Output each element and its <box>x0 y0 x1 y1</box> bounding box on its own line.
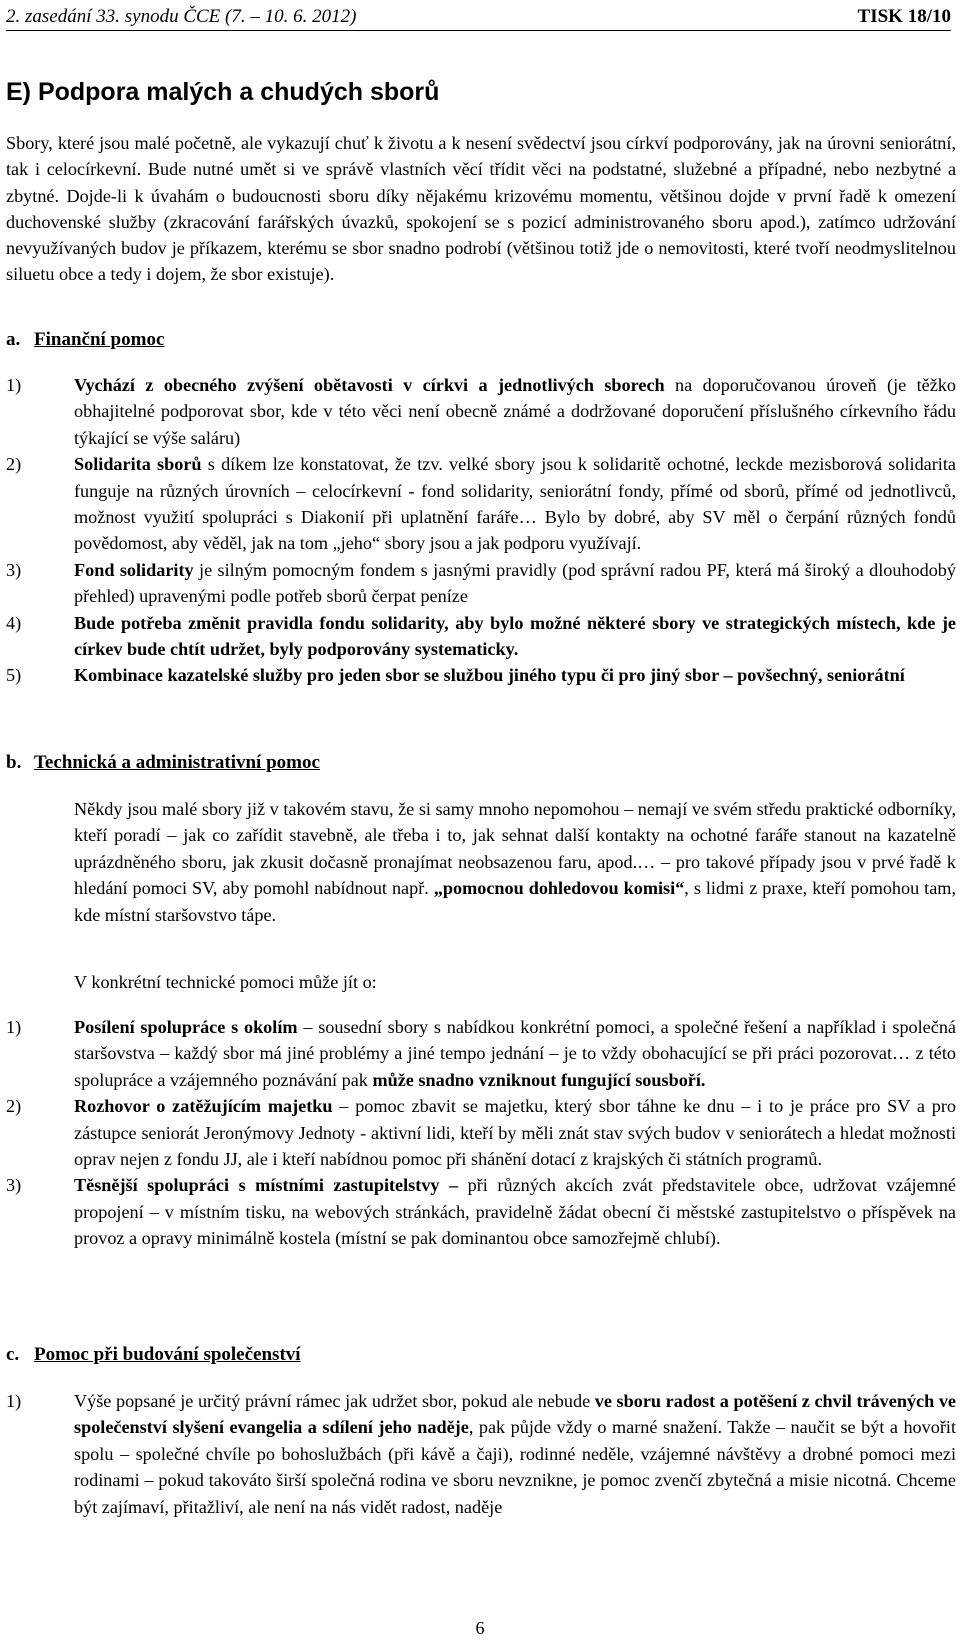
item-number: 3) <box>6 1175 22 1196</box>
list-item <box>6 1172 956 1251</box>
section-b-heading <box>6 750 320 776</box>
header-print-number: TISK 18/10 <box>857 6 951 27</box>
section-a-list <box>6 372 956 689</box>
item-text: Výše popsané je určitý právní rámec jak udržet sbor, pokud ale nebude <box>74 1391 595 1411</box>
section-b-letter: b. <box>6 752 22 773</box>
section-b-title: Technická a administrativní pomoc <box>34 752 320 773</box>
section-c-heading <box>6 1342 301 1368</box>
page-number: 6 <box>475 1618 485 1638</box>
item-text: je silným pomocným fondem s jasnými pravidly (pod správní radou PF, která má široký a dlouhodobý přehled) upravenými podle potřeb sborů čerpat peníze <box>74 559 956 607</box>
item-number: 5) <box>6 665 22 686</box>
item-text: – pomoc zbavit se majetku, který sbor táhne ke dnu – i to je práce pro SV a pro zástupce seniorát Jeronýmovy Jednoty - aktivní lidi, kteří by měli znát stav svých budov v seniorátech a hledat možnosti oprav nejen z fondu JJ, ale i kteří nabídnou pomoc při shánění dotací z krajských či státních programů. <box>74 1096 957 1170</box>
section-b-paragraph <box>74 796 956 928</box>
section-c-list <box>6 1388 956 1520</box>
section-c-letter: c. <box>6 1344 20 1365</box>
section-c-title: Pomoc při budování společenství <box>34 1344 301 1365</box>
paragraph-bold-text: „pomocnou dohledovou komisi“ <box>433 878 685 899</box>
item-number: 2) <box>6 1096 22 1117</box>
intro-sentence-3: Dojde-li k úvahám o budoucnosti sboru díky nějakému krizovému momentu, většinou dojde v první řadě k omezení duchovenské služby (zkracování farářských úvazků, spokojení se s pozicí administrovaného sboru apod.), zatímco udržování nevyužívaných budov je příkazem, kterému se sbor snadno podrobí (většinou totiž jde o nemovitosti, které tvoří neodmyslitelnou siluetu obce a tedy i dojem, že sbor existuje). <box>6 185 957 285</box>
item-text-end: , pak půjde vždy o marné snažení. Takže – naučit se být a hovořit spolu – společné chvíle po bohoslužbách (při kávě a čaji), rodinné neděle, vzájemné návštěvy a drobné pomoci mezi rodinami – pokud takováto širší společná rodina ve sboru nevznikne, je pomoc zvenčí zbytečná a misie nicotná. Chceme být zajímaví, přitažliví, ale není na nás vidět radost, naděje <box>74 1417 957 1517</box>
item-bold-text: Solidarita sborů <box>74 454 202 475</box>
item-number: 2) <box>6 454 22 475</box>
item-text: – sousední sbory s nabídkou konkrétní pomoci, a společné řešení a například i společná staršovstva – každý sbor má jiné problémy a jiné tempo jednání – je to vždy obohacující se při práci pozorovat… z této spolupráce a vzájemného poznávání pak <box>74 1017 956 1090</box>
list-item <box>6 662 956 688</box>
section-a-title: Finanční pomoc <box>34 329 165 350</box>
paragraph-text: Někdy jsou malé sbory již v takovém stavu, že si samy mnoho nepomohou – nemají ve svém středu praktické odborníky, kteří poradí – jak co zařídit stavebně, ale třeba i to, jak sehnat další kontakty na ochotné faráře stanout na kazatelně uprázdněného sboru, jak zkusit dočasně pronajímat neobsazenou faru, apod.… – pro takové případy jsou v prvé řadě k hledání pomoci SV, aby pomohl nabídnout např. <box>74 799 956 899</box>
list-item <box>6 372 956 451</box>
item-number: 1) <box>6 375 22 395</box>
section-b-lead-in: V konkrétní technické pomoci může jít o: <box>74 972 377 992</box>
list-item <box>6 610 956 663</box>
item-text: na doporučovanou úroveň (je těžko obhajitelné podporovat sbor, kde v této věci není obecně známé a dodržované doporučení příslušného církevního řádu týkající se výše saláru) <box>74 375 956 448</box>
intro-paragraph <box>6 130 956 288</box>
list-item <box>6 1014 956 1093</box>
item-number: 1) <box>6 1391 22 1411</box>
section-title: E) Podpora malých a chudých sborů <box>6 78 440 106</box>
item-number: 4) <box>6 612 22 633</box>
section-b-list <box>6 1014 956 1252</box>
item-number: 1) <box>6 1017 22 1037</box>
item-bold-text: Posílení spolupráce s okolím <box>74 1017 298 1037</box>
page-header <box>6 4 951 31</box>
item-bold-text: Vychází z obecného zvýšení obětavosti v církvi a jednotlivých sborech <box>74 375 665 395</box>
list-item <box>6 1388 956 1520</box>
item-bold-text-2: může snadno vzniknout fungující sousboří. <box>372 1069 706 1090</box>
list-item <box>6 557 956 610</box>
item-bold-text: ve sboru radost a potěšení z chvil trávených ve společenství slyšení evangelia a sdílení jeho naděje <box>74 1391 957 1438</box>
item-bold-text: Bude potřeba změnit pravidla fondu solidarity, aby bylo možné některé sbory ve strategických místech, kde je církev bude chtít udržet, byly podporovány systematicky. <box>74 612 956 660</box>
intro-sentence-2: Bude nutné umět si ve správě vlastních věcí třídit věci na podstatné, služebné a případné, nebo nezbytné a zbytné. <box>6 159 957 206</box>
item-text: s díkem lze konstatovat, že tzv. velké sbory jsou k solidaritě ochotné, leckde mezisborová solidarita funguje na různých úrovních – celocírkevní - fond solidarity, seniorátní fondy, přímé od sborů, přímé od jednotlivců, možnost využití spolupráci s Diakonií při uplatnění faráře… Bylo by dobré, aby SV měl o čerpání různých fondů povědomost, aby věděl, jak na tom „jeho“ sbory jsou a jak podporu využívají. <box>74 454 956 554</box>
paragraph-text-end: , s lidmi z praxe, kteří pomohou tam, kde místní staršovstvo tápe. <box>74 878 957 925</box>
list-item <box>6 451 956 557</box>
item-bold-text: Rozhovor o zatěžujícím majetku <box>74 1096 333 1117</box>
section-a-letter: a. <box>6 329 21 350</box>
list-item <box>6 1093 956 1172</box>
section-a-heading <box>6 327 164 353</box>
item-text: při různých akcích zvát představitele obce, udržovat vzájemné propojení – v místním tisku, na webových stránkách, pravidelně žádat obecní či městské zastupitelstvo o příspěvek na provoz a opravy minimálně kostela (místní se pak dominantou obce samozřejmě chlubí). <box>74 1175 956 1249</box>
header-session-info: 2. zasedání 33. synodu ČCE (7. – 10. 6. 2012) <box>6 6 357 27</box>
item-bold-text: Těsnější spolupráci s místními zastupitelstvy – <box>74 1175 459 1196</box>
item-number: 3) <box>6 559 22 580</box>
item-bold-text: Fond solidarity <box>74 559 194 580</box>
item-bold-text: Kombinace kazatelské služby pro jeden sbor se službou jiného typu či pro jiný sbor – povšechný, seniorátní <box>74 665 905 686</box>
intro-sentence-1: Sbory, které jsou malé početně, ale vykazují chuť k životu a k nesení svědectví jsou církví podporovány, jak na úrovni seniorátní, tak i celocírkevní. <box>6 133 956 180</box>
